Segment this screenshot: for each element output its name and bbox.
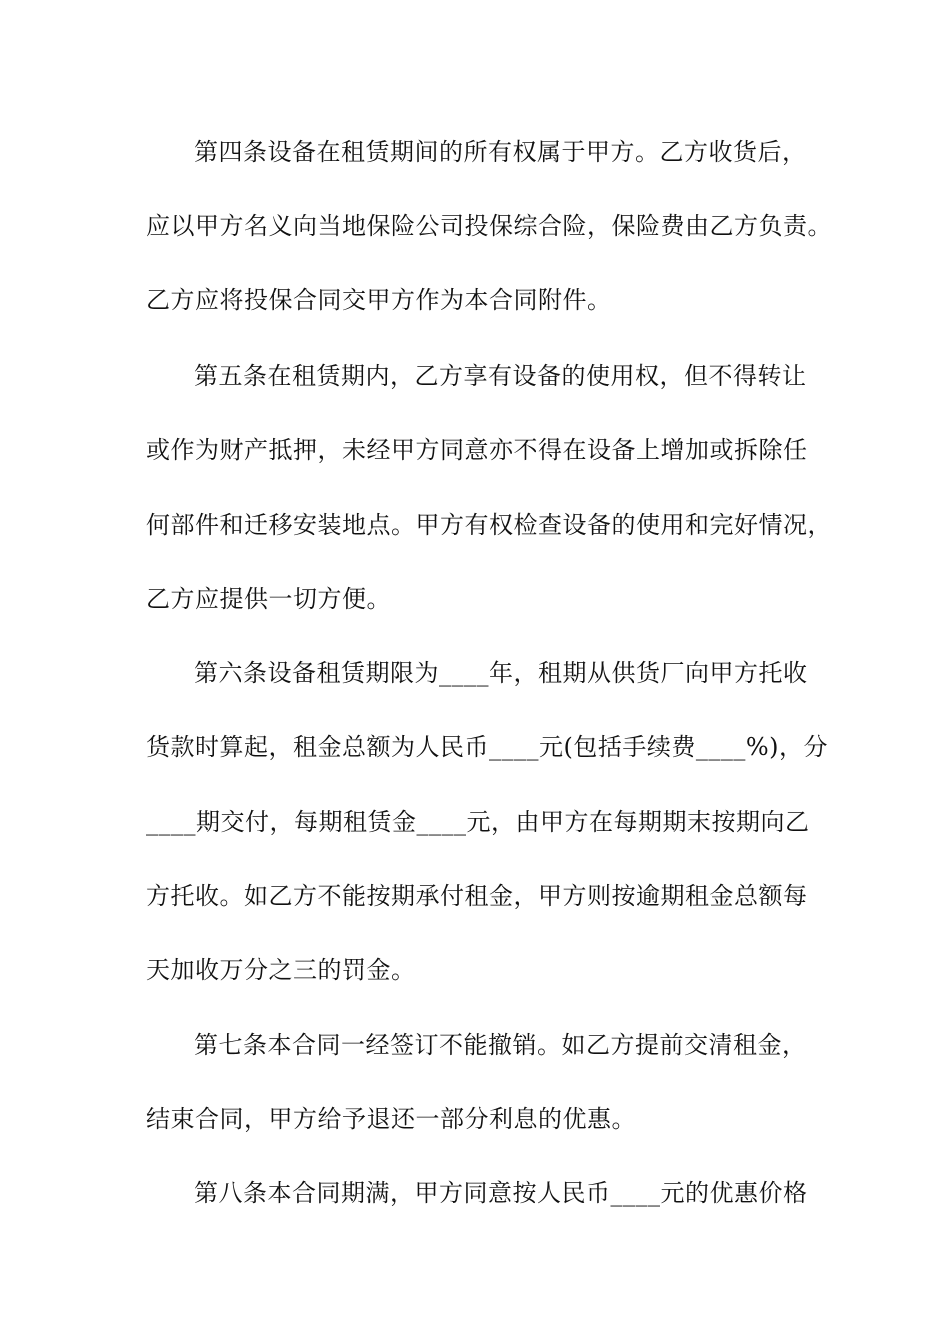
article-5-line-4: 乙方应提供一切方便。 bbox=[146, 585, 391, 613]
article-6-line-5: 天加收万分之三的罚金。 bbox=[146, 956, 416, 984]
article-4-line-3: 乙方应将投保合同交甲方作为本合同附件。 bbox=[146, 286, 612, 314]
article-5-line-2: 或作为财产抵押，未经甲方同意亦不得在设备上增加或拆除任 bbox=[146, 436, 808, 464]
article-6-line-1: 第六条设备租赁期限为____年，租期从供货厂向甲方托收 bbox=[194, 659, 808, 687]
article-6-line-2: 货款时算起，租金总额为人民币____元(包括手续费____%)，分 bbox=[146, 733, 829, 761]
article-4-line-1: 第四条设备在租赁期间的所有权属于甲方。乙方收货后， bbox=[194, 138, 807, 166]
article-6-line-3: ____期交付，每期租赁金____元，由甲方在每期期末按期向乙 bbox=[146, 808, 810, 836]
article-5-line-3: 何部件和迁移安装地点。甲方有权检查设备的使用和完好情况， bbox=[146, 511, 832, 539]
article-7-line-2: 结束合同，甲方给予退还一部分利息的优惠。 bbox=[146, 1105, 636, 1133]
article-4-line-2: 应以甲方名义向当地保险公司投保综合险，保险费由乙方负责。 bbox=[146, 212, 832, 240]
article-8-line-1: 第八条本合同期满，甲方同意按人民币____元的优惠价格 bbox=[194, 1179, 808, 1207]
article-7-line-1: 第七条本合同一经签订不能撤销。如乙方提前交清租金， bbox=[194, 1031, 807, 1059]
article-6-line-4: 方托收。如乙方不能按期承付租金，甲方则按逾期租金总额每 bbox=[146, 882, 808, 910]
article-5-line-1: 第五条在租赁期内，乙方享有设备的使用权，但不得转让 bbox=[194, 362, 807, 390]
